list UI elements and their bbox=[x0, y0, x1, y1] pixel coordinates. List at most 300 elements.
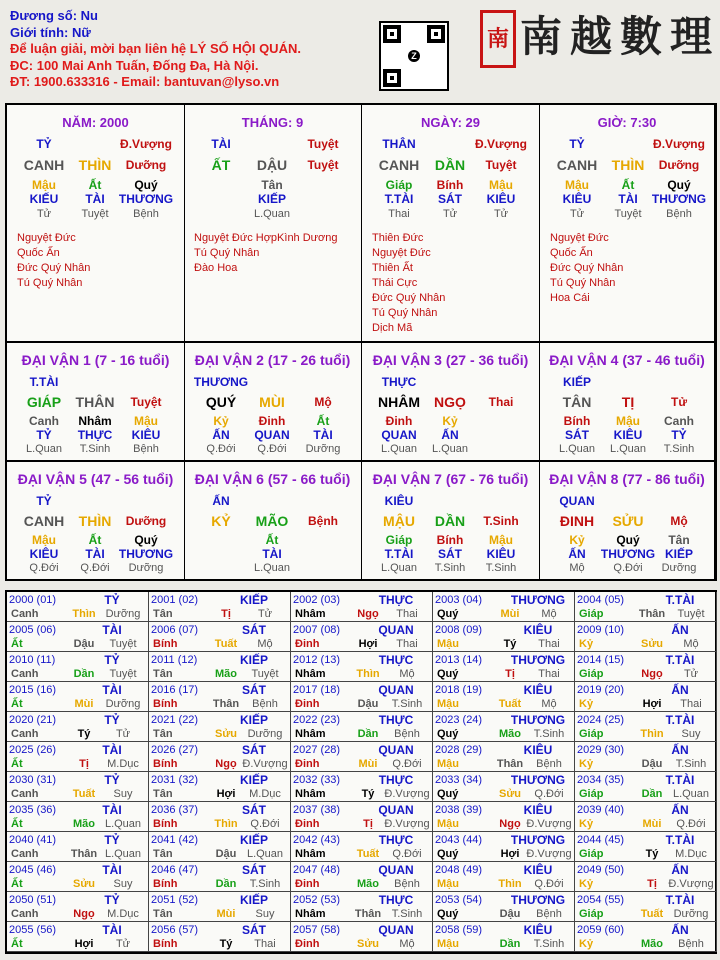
year-stem: Giáp bbox=[579, 608, 604, 620]
year-cell[interactable] bbox=[433, 592, 575, 622]
year-god: TỶ bbox=[104, 833, 120, 847]
year-label: 2019 (20) bbox=[577, 684, 625, 696]
year-label: 2027 (28) bbox=[293, 744, 341, 756]
year-label: 2007 (08) bbox=[293, 624, 341, 636]
hidden-stem: Bính bbox=[436, 178, 464, 192]
dai-van-branch: THÌN bbox=[78, 513, 112, 529]
year-stem: Quý bbox=[437, 788, 459, 800]
year-cell[interactable] bbox=[7, 802, 149, 832]
year-branch: Tuất bbox=[356, 848, 380, 860]
year-branch: Dần bbox=[215, 878, 237, 890]
year-stem: Đinh bbox=[295, 818, 320, 830]
year-stage: L.Quan bbox=[104, 818, 142, 830]
year-stem: Mậu bbox=[437, 818, 459, 830]
year-cell[interactable] bbox=[7, 742, 149, 772]
year-branch: Tuất bbox=[498, 698, 522, 710]
ten-god: THỰC bbox=[77, 428, 113, 442]
year-cell[interactable] bbox=[149, 682, 291, 712]
hidden-stem: Mậu bbox=[565, 178, 589, 192]
year-cell[interactable] bbox=[7, 682, 149, 712]
year-cell[interactable] bbox=[433, 682, 575, 712]
ten-god: KIẾU bbox=[29, 192, 59, 206]
year-stem: Canh bbox=[11, 908, 39, 920]
year-label: 2058 (59) bbox=[435, 924, 483, 936]
star-item: Hoa Cái bbox=[550, 292, 590, 304]
year-branch: Dậu bbox=[641, 758, 663, 770]
year-stem: Bính bbox=[153, 938, 178, 950]
dai-van-title: ĐẠI VẬN 1 (7 - 16 tuổi) bbox=[21, 352, 170, 368]
year-stage: Đ.Vượng bbox=[526, 818, 572, 830]
year-label: 2039 (40) bbox=[577, 804, 625, 816]
year-cell[interactable] bbox=[7, 592, 149, 622]
year-cell[interactable] bbox=[7, 922, 149, 952]
dai-van-branch: SỬU bbox=[612, 513, 644, 529]
year-stage: Bệnh bbox=[678, 938, 704, 950]
life-stage: L.Quan bbox=[431, 443, 469, 455]
year-stem: Kỷ bbox=[579, 758, 594, 770]
dai-van-branch: TỊ bbox=[621, 394, 635, 410]
year-stem: Đinh bbox=[295, 758, 320, 770]
year-label: 2055 (56) bbox=[9, 924, 57, 936]
year-label: 2043 (44) bbox=[435, 834, 483, 846]
year-branch: Thân bbox=[70, 848, 98, 860]
hidden-stem: Đinh bbox=[385, 414, 413, 428]
contact-notice: Để luận giải, mời bạn liên hệ LÝ SỐ HỘI QUÁN. bbox=[10, 41, 301, 56]
year-cell[interactable] bbox=[149, 772, 291, 802]
year-cell[interactable] bbox=[433, 832, 575, 862]
year-branch: Hợi bbox=[216, 788, 236, 800]
year-cell[interactable] bbox=[433, 652, 575, 682]
year-god: THƯƠNG bbox=[510, 653, 566, 667]
year-stem: Nhâm bbox=[295, 668, 326, 680]
year-cell[interactable] bbox=[433, 772, 575, 802]
hidden-stem: Kỷ bbox=[213, 414, 229, 428]
year-label: 2038 (39) bbox=[435, 804, 483, 816]
pillar-3 bbox=[540, 105, 715, 343]
year-label: 2054 (55) bbox=[577, 894, 625, 906]
year-cell[interactable] bbox=[291, 622, 433, 652]
year-stem: Tân bbox=[153, 608, 173, 620]
year-stem: Nhâm bbox=[295, 608, 326, 620]
year-stage: Bệnh bbox=[536, 908, 562, 920]
life-stage: Tử bbox=[442, 208, 458, 220]
year-stem: Quý bbox=[437, 608, 459, 620]
pillar-top-0: TỶ bbox=[569, 137, 585, 151]
dai-van-5 bbox=[7, 462, 185, 581]
year-stage: Tuyệt bbox=[251, 668, 279, 680]
year-label: 2041 (42) bbox=[151, 834, 199, 846]
year-cell[interactable] bbox=[7, 712, 149, 742]
life-stage: Tuyệt bbox=[614, 208, 642, 220]
pillar-branch: DẦN bbox=[434, 157, 466, 173]
year-god: TỶ bbox=[104, 713, 120, 727]
year-cell[interactable] bbox=[433, 742, 575, 772]
year-god: TÀI bbox=[102, 863, 122, 877]
hidden-stem: Kỷ bbox=[442, 414, 458, 428]
dai-van-3 bbox=[362, 343, 540, 462]
year-cell[interactable] bbox=[575, 922, 717, 952]
hidden-stem: Bính bbox=[563, 414, 591, 428]
year-god: TỶ bbox=[104, 653, 120, 667]
year-god: ẤN bbox=[671, 923, 689, 937]
year-stem: Kỷ bbox=[579, 638, 594, 650]
dai-van-stem: MẬU bbox=[383, 513, 415, 529]
year-cell[interactable] bbox=[149, 712, 291, 742]
year-label: 2049 (50) bbox=[577, 864, 625, 876]
pillar-top-0: TÀI bbox=[211, 137, 231, 151]
year-cell[interactable] bbox=[149, 622, 291, 652]
year-label: 2010 (11) bbox=[9, 654, 56, 666]
year-stage: T.Sinh bbox=[675, 758, 707, 770]
year-cell[interactable] bbox=[575, 742, 717, 772]
dai-van-god: KIẾP bbox=[562, 375, 591, 389]
dai-van-note: Tuyệt bbox=[130, 395, 162, 409]
year-cell[interactable] bbox=[149, 742, 291, 772]
year-label: 2022 (23) bbox=[293, 714, 341, 726]
year-label: 2047 (48) bbox=[293, 864, 341, 876]
year-stage: M.Dục bbox=[107, 758, 139, 770]
year-stage: M.Dục bbox=[249, 788, 281, 800]
year-branch: Mùi bbox=[642, 818, 662, 830]
year-cell[interactable] bbox=[575, 832, 717, 862]
year-branch: Hợi bbox=[358, 638, 378, 650]
star-item: Nguyệt Đức bbox=[17, 232, 76, 244]
star-item: Tú Quý Nhân bbox=[550, 277, 616, 289]
year-branch: Thìn bbox=[214, 818, 238, 830]
year-stage: Đ.Vượng bbox=[526, 848, 572, 860]
year-cell[interactable] bbox=[7, 652, 149, 682]
year-label: 2015 (16) bbox=[9, 684, 57, 696]
hidden-stem: Quý bbox=[616, 533, 640, 547]
year-label: 2024 (25) bbox=[577, 714, 625, 726]
year-stem: Giáp bbox=[579, 668, 604, 680]
year-branch: Thân bbox=[496, 758, 524, 770]
year-branch: Tý bbox=[503, 638, 517, 650]
year-cell[interactable] bbox=[149, 922, 291, 952]
pillar-top-2: Đ.Vượng bbox=[475, 137, 527, 151]
year-label: 2002 (03) bbox=[293, 594, 341, 606]
year-branch: Tuất bbox=[640, 908, 664, 920]
star-item: Nguyệt Đức bbox=[550, 232, 609, 244]
year-branch: Dần bbox=[641, 788, 663, 800]
life-stage: Dưỡng bbox=[128, 562, 164, 574]
year-label: 2000 (01) bbox=[9, 594, 57, 606]
ten-god: KIÊU bbox=[29, 547, 59, 561]
year-cell[interactable] bbox=[575, 682, 717, 712]
year-cell[interactable] bbox=[291, 802, 433, 832]
year-cell[interactable] bbox=[7, 622, 149, 652]
year-cell[interactable] bbox=[291, 712, 433, 742]
year-cell[interactable] bbox=[149, 862, 291, 892]
year-stem: Tân bbox=[153, 668, 173, 680]
year-cell[interactable] bbox=[575, 892, 717, 922]
year-god: TÀI bbox=[102, 923, 122, 937]
ten-god: TÀI bbox=[618, 192, 638, 206]
year-god: KIÊU bbox=[523, 803, 553, 817]
year-cell[interactable] bbox=[7, 862, 149, 892]
year-branch: Ngọ bbox=[73, 908, 95, 920]
year-cell[interactable] bbox=[433, 712, 575, 742]
year-stem: Giáp bbox=[579, 848, 604, 860]
dai-van-note: Thai bbox=[488, 395, 514, 409]
pillar-stem: CANH bbox=[23, 157, 65, 173]
year-branch: Thìn bbox=[498, 878, 522, 890]
year-god: KIẾP bbox=[239, 773, 268, 787]
pillar-title: NĂM: 2000 bbox=[62, 115, 129, 130]
year-cell[interactable] bbox=[291, 832, 433, 862]
year-stem: Quý bbox=[437, 728, 459, 740]
year-stem: Ất bbox=[11, 638, 23, 650]
life-stage: Bệnh bbox=[666, 208, 692, 220]
dai-van-note: T.Sinh bbox=[483, 514, 519, 528]
hidden-stem: Mậu bbox=[489, 533, 513, 547]
pillar-title: THÁNG: 9 bbox=[241, 115, 304, 130]
year-label: 2031 (32) bbox=[151, 774, 199, 786]
year-stem: Mậu bbox=[437, 878, 459, 890]
year-cell[interactable] bbox=[575, 592, 717, 622]
year-stage: Suy bbox=[113, 878, 133, 890]
year-cell[interactable] bbox=[433, 622, 575, 652]
year-stem: Nhâm bbox=[295, 908, 326, 920]
hidden-stem: Ất bbox=[88, 178, 102, 192]
year-branch: Tý bbox=[361, 788, 375, 800]
year-cell[interactable] bbox=[149, 802, 291, 832]
year-cell[interactable] bbox=[291, 772, 433, 802]
pillar-1 bbox=[184, 105, 362, 343]
dai-van-2 bbox=[184, 343, 362, 462]
year-god: SÁT bbox=[242, 743, 266, 757]
hidden-stem: Quý bbox=[134, 533, 158, 547]
year-branch: Ngọ bbox=[499, 818, 521, 830]
year-god: QUAN bbox=[378, 803, 414, 817]
year-cell[interactable] bbox=[291, 652, 433, 682]
year-stage: Q.Đới bbox=[392, 758, 422, 770]
star-item: Đức Quý Nhân bbox=[550, 262, 624, 274]
year-god: THƯƠNG bbox=[510, 773, 566, 787]
star-item: Quốc Ấn bbox=[550, 247, 593, 259]
star-item: Tú Quý Nhân bbox=[372, 307, 438, 319]
year-stem: Tân bbox=[153, 728, 173, 740]
year-stem: Tân bbox=[153, 848, 173, 860]
ten-god: KIÊU bbox=[486, 547, 516, 561]
year-god: THƯƠNG bbox=[510, 593, 566, 607]
year-stage: Dưỡng bbox=[673, 908, 709, 920]
year-stem: Đinh bbox=[295, 698, 320, 710]
life-stage: T.Sinh bbox=[663, 443, 695, 455]
year-god: T.TÀI bbox=[665, 773, 695, 787]
year-cell[interactable] bbox=[7, 892, 149, 922]
year-branch: Dậu bbox=[73, 638, 95, 650]
year-branch: Mão bbox=[641, 938, 663, 950]
year-stem: Ất bbox=[11, 818, 23, 830]
year-god: THƯƠNG bbox=[510, 713, 566, 727]
year-stem: Đinh bbox=[295, 878, 320, 890]
year-god: THỰC bbox=[378, 653, 414, 667]
pillar-branch: DẬU bbox=[256, 157, 288, 173]
year-branch: Thân bbox=[638, 608, 666, 620]
year-stem: Ất bbox=[11, 938, 23, 950]
pillar-stem: CANH bbox=[556, 157, 598, 173]
hidden-stem: Ất bbox=[88, 533, 102, 547]
year-stem: Giáp bbox=[579, 728, 604, 740]
year-branch: Tị bbox=[79, 758, 89, 770]
dai-van-god: ẤN bbox=[212, 494, 230, 508]
dai-van-branch: MÙI bbox=[259, 394, 285, 410]
year-cell[interactable] bbox=[149, 832, 291, 862]
life-stage: Tuyệt bbox=[81, 208, 109, 220]
ten-god: ẤN bbox=[568, 547, 586, 561]
year-cell[interactable] bbox=[433, 922, 575, 952]
year-cell[interactable] bbox=[575, 712, 717, 742]
dai-van-branch: THÂN bbox=[75, 394, 115, 410]
year-stage: Suy bbox=[681, 728, 701, 740]
life-stage: T.Sinh bbox=[79, 443, 111, 455]
year-cell[interactable] bbox=[291, 922, 433, 952]
year-god: KIÊU bbox=[523, 623, 553, 637]
pillar-top-0: TỶ bbox=[36, 137, 52, 151]
dai-van-note: Bệnh bbox=[308, 514, 338, 528]
dai-van-branch: DẦN bbox=[434, 513, 466, 529]
pillar-top-2: Tuyệt bbox=[307, 137, 339, 151]
year-stem: Đinh bbox=[295, 938, 320, 950]
year-cell[interactable] bbox=[291, 592, 433, 622]
year-cell[interactable] bbox=[575, 622, 717, 652]
year-stage: Thai bbox=[538, 668, 560, 680]
year-cell[interactable] bbox=[149, 892, 291, 922]
year-stage: Q.Đới bbox=[250, 818, 280, 830]
year-stem: Tân bbox=[153, 908, 173, 920]
year-cell[interactable] bbox=[433, 892, 575, 922]
hidden-stem: Mậu bbox=[616, 414, 640, 428]
year-branch: Mùi bbox=[500, 608, 520, 620]
year-branch: Thân bbox=[212, 698, 240, 710]
year-cell[interactable] bbox=[149, 592, 291, 622]
year-branch: Dậu bbox=[215, 848, 237, 860]
hidden-stem: Canh bbox=[29, 414, 59, 428]
year-god: QUAN bbox=[378, 743, 414, 757]
dai-van-note: Dưỡng bbox=[125, 514, 167, 528]
hidden-stem: Ất bbox=[316, 414, 330, 428]
year-branch: Tý bbox=[645, 848, 659, 860]
pillar-stem: CANH bbox=[378, 157, 420, 173]
year-branch: Sửu bbox=[214, 728, 238, 740]
star-list bbox=[17, 231, 90, 291]
year-cell[interactable] bbox=[7, 772, 149, 802]
year-god: KIẾP bbox=[239, 713, 268, 727]
ten-god: T.TÀI bbox=[384, 547, 414, 561]
year-cell[interactable] bbox=[149, 652, 291, 682]
dai-van-god: QUAN bbox=[559, 494, 595, 508]
ten-god: KIẾP bbox=[257, 192, 286, 206]
year-stem: Bính bbox=[153, 638, 178, 650]
star-item: Tú Quý Nhân bbox=[17, 277, 83, 289]
year-label: 2059 (60) bbox=[577, 924, 625, 936]
year-stage: Bệnh bbox=[394, 728, 420, 740]
dai-van-branch: NGỌ bbox=[434, 394, 466, 410]
year-god: KIÊU bbox=[523, 923, 553, 937]
year-label: 2003 (04) bbox=[435, 594, 483, 606]
year-cell[interactable] bbox=[575, 802, 717, 832]
year-label: 2020 (21) bbox=[9, 714, 57, 726]
star-item: Nguyệt Đức HợpKình Dương bbox=[194, 232, 338, 244]
dai-van-title: ĐẠI VẬN 7 (67 - 76 tuổi) bbox=[372, 471, 529, 487]
year-label: 2026 (27) bbox=[151, 744, 199, 756]
year-cell[interactable] bbox=[291, 892, 433, 922]
year-cell[interactable] bbox=[7, 832, 149, 862]
year-label: 2044 (45) bbox=[577, 834, 625, 846]
year-stage: L.Quan bbox=[672, 788, 710, 800]
pillar-title: NGÀY: 29 bbox=[421, 115, 480, 130]
ten-god: KIẾP bbox=[664, 547, 693, 561]
hidden-stem: Giáp bbox=[385, 178, 413, 192]
ten-god: TỶ bbox=[36, 428, 52, 442]
year-cell[interactable] bbox=[291, 742, 433, 772]
year-branch: Mão bbox=[357, 878, 379, 890]
pillar-branch: THÌN bbox=[611, 157, 645, 173]
year-stage: T.Sinh bbox=[533, 938, 565, 950]
ten-god: THƯƠNG bbox=[600, 547, 656, 561]
year-stage: Đ.Vượng bbox=[242, 758, 288, 770]
year-label: 2014 (15) bbox=[577, 654, 625, 666]
year-stage: Thai bbox=[254, 938, 276, 950]
dai-van-title: ĐẠI VẬN 3 (27 - 36 tuổi) bbox=[372, 352, 529, 368]
year-god: THỰC bbox=[378, 713, 414, 727]
pillar-note: Tuyệt bbox=[485, 158, 517, 172]
hidden-stem: Mậu bbox=[489, 178, 513, 192]
star-item: Thiên Đức bbox=[372, 232, 424, 244]
year-cell[interactable] bbox=[291, 682, 433, 712]
year-branch: Mão bbox=[73, 818, 95, 830]
phone-email[interactable]: ĐT: 1900.633316 - Email: bantuvan@lyso.vn bbox=[10, 74, 280, 89]
hidden-stem: Ất bbox=[265, 533, 279, 547]
year-stage: Mộ bbox=[541, 698, 557, 710]
year-label: 2028 (29) bbox=[435, 744, 483, 756]
year-stage: T.Sinh bbox=[391, 908, 423, 920]
star-item: Tú Quý Nhân bbox=[194, 247, 260, 259]
year-label: 2009 (10) bbox=[577, 624, 625, 636]
year-cell[interactable] bbox=[575, 652, 717, 682]
year-branch: Ngọ bbox=[215, 758, 237, 770]
pillar-0 bbox=[7, 105, 185, 343]
year-stage: Tuyệt bbox=[677, 608, 705, 620]
year-label: 2008 (09) bbox=[435, 624, 483, 636]
year-cell[interactable] bbox=[433, 862, 575, 892]
year-stem: Giáp bbox=[579, 908, 604, 920]
year-branch: Ngọ bbox=[641, 668, 663, 680]
year-label: 2025 (26) bbox=[9, 744, 57, 756]
year-label: 2001 (02) bbox=[151, 594, 199, 606]
year-god: TỶ bbox=[104, 893, 120, 907]
dai-van-7 bbox=[362, 462, 540, 581]
year-label: 2032 (33) bbox=[293, 774, 341, 786]
year-cell[interactable] bbox=[575, 772, 717, 802]
life-stage: L.Quan bbox=[609, 443, 647, 455]
hidden-stem: Giáp bbox=[385, 533, 413, 547]
year-cell[interactable] bbox=[291, 862, 433, 892]
pillar-branch: THÌN bbox=[78, 157, 112, 173]
year-cell[interactable] bbox=[433, 802, 575, 832]
year-branch: Sửu bbox=[356, 938, 380, 950]
year-label: 2037 (38) bbox=[293, 804, 341, 816]
year-branch: Tuất bbox=[72, 788, 96, 800]
year-stem: Nhâm bbox=[295, 788, 326, 800]
year-stage: Tử bbox=[683, 668, 699, 680]
year-cell[interactable] bbox=[575, 862, 717, 892]
year-stem: Mậu bbox=[437, 758, 459, 770]
year-stage: Tuyệt bbox=[109, 638, 137, 650]
year-stage: Q.Đới bbox=[676, 818, 706, 830]
pillar-top-0: THÂN bbox=[382, 137, 416, 151]
